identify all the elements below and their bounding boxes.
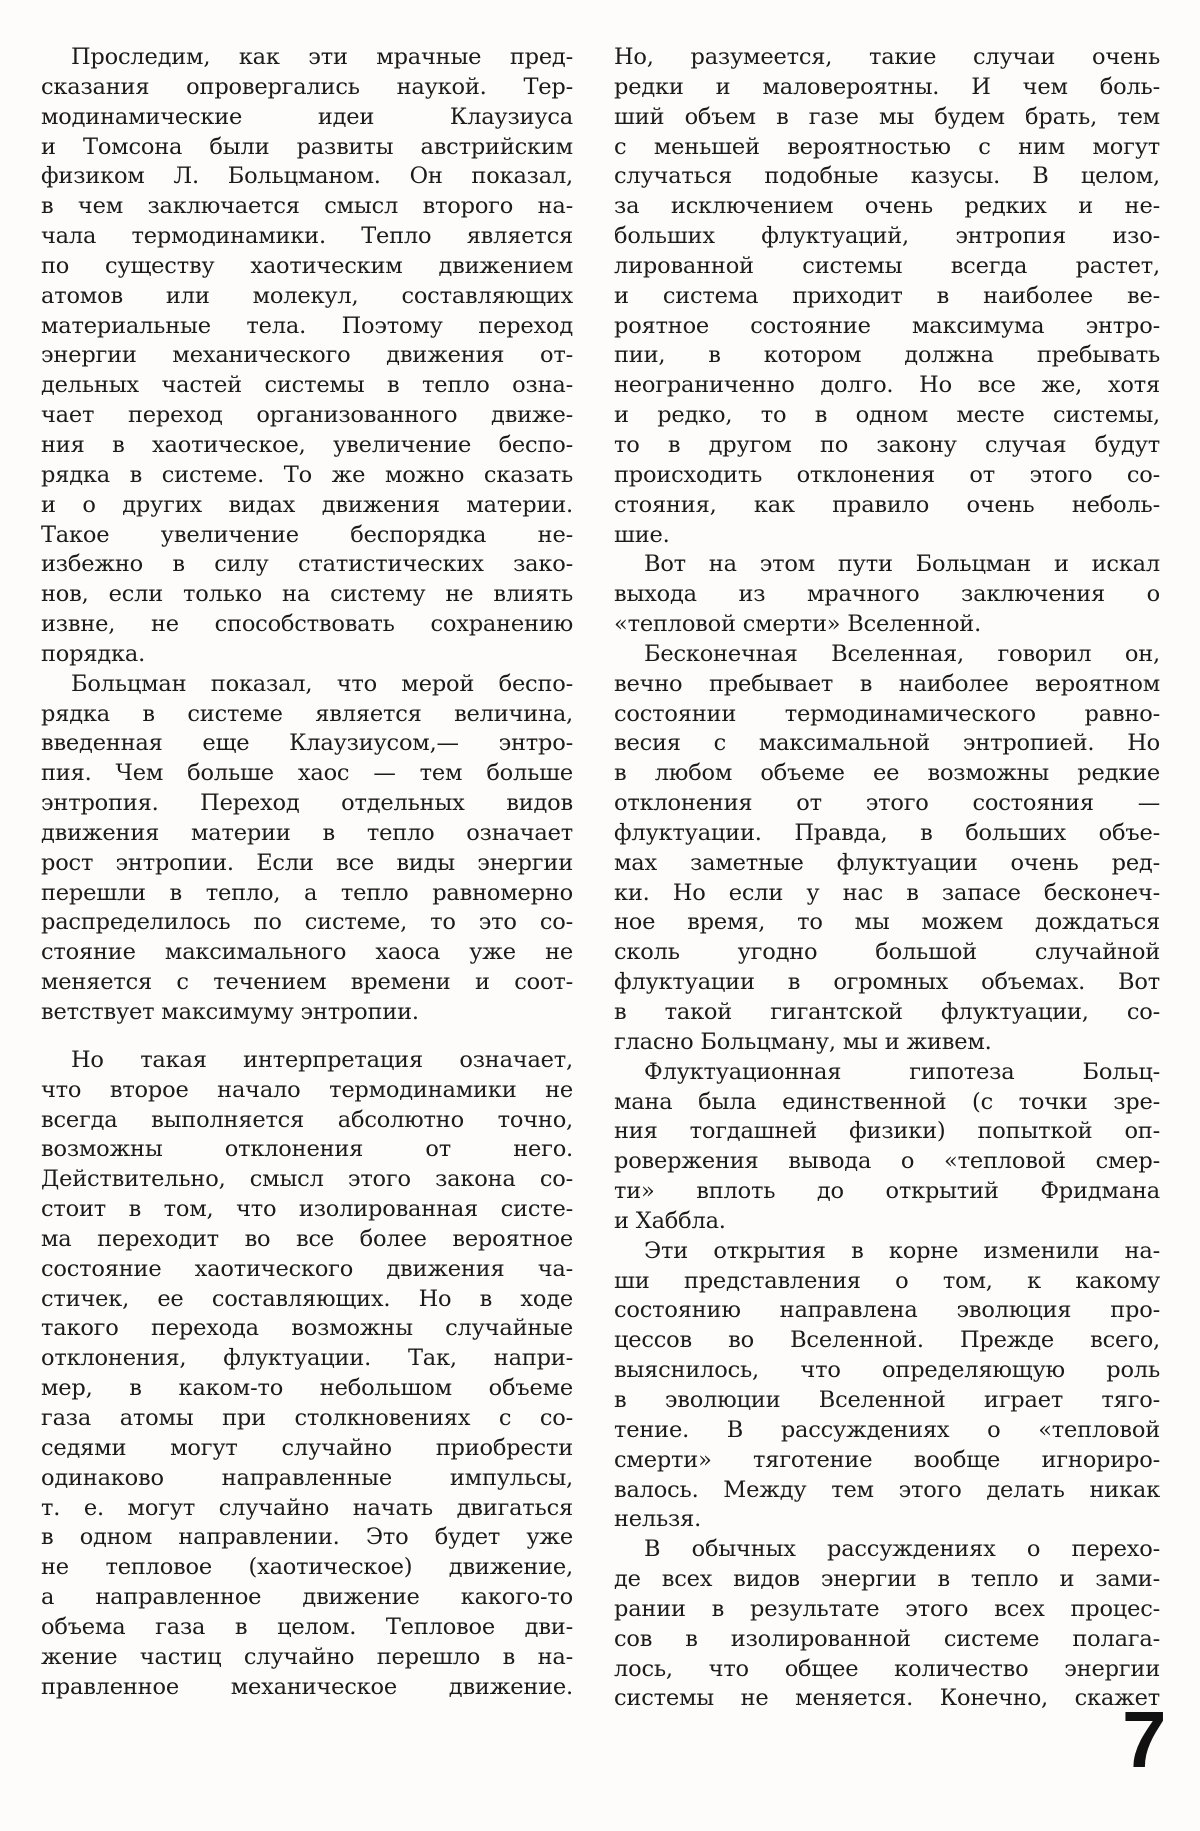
text-line: гласно Больцману, мы и живем. [614, 1028, 992, 1055]
text-line: введенная еще Клаузиусом,— энтро- [41, 730, 573, 757]
text-line: объема газа в целом. Тепловое дви- [41, 1613, 573, 1640]
text-line: порядка. [41, 640, 146, 667]
text-line: роятное состояние максимума энтро- [614, 312, 1160, 339]
text-line: весия с максимальной энтропией. Но [614, 730, 1160, 757]
text-line: «тепловой смерти» Вселенной. [614, 611, 982, 638]
text-line: нельзя. [614, 1506, 702, 1533]
paragraph [614, 1535, 1160, 1714]
text-line: в эволюции Вселенной играет тяго- [614, 1386, 1160, 1413]
paragraph [41, 1046, 573, 1703]
text-line: движения материи в тепло означает [41, 819, 573, 846]
paragraph [614, 43, 1160, 550]
text-line: что второе начало термодинамики не [41, 1076, 573, 1103]
text-line: состояние хаотического движения ча- [41, 1255, 573, 1282]
text-line: жение частиц случайно перешло в на- [41, 1643, 573, 1670]
text-line: ти» вплоть до открытий Фридмана [614, 1178, 1160, 1205]
text-line: В обычных рассуждениях о перехо- [644, 1536, 1160, 1563]
text-column-right [614, 43, 1160, 1714]
text-line: Но такая интерпретация означает, [71, 1046, 573, 1073]
text-line: одинаково направленные импульсы, [41, 1464, 573, 1491]
text-line: в любом объеме ее возможны редкие [614, 760, 1160, 787]
text-line: флуктуации в огромных объемах. Вот [614, 969, 1160, 996]
text-line: случаться подобные казусы. В целом, [614, 163, 1160, 190]
text-line: шие. [614, 521, 670, 548]
text-line: стоит в том, что изолированная систе- [41, 1196, 573, 1223]
text-line: Бесконечная Вселенная, говорил он, [644, 640, 1160, 667]
text-line: неограниченно долго. Но все же, хотя [614, 372, 1160, 399]
text-line: Больцман показал, что мерой беспо- [71, 670, 573, 697]
text-line: ветствует максимуму энтропии. [41, 999, 419, 1025]
paragraph [41, 670, 573, 1028]
text-line: меняется с течением времени и соот- [41, 969, 573, 996]
text-line: материальные тела. Поэтому переход [41, 312, 573, 339]
paragraph [614, 640, 1160, 1058]
text-line: мана была единственной (с точки зре- [614, 1088, 1160, 1115]
text-line: пии, в котором должна пребывать [614, 342, 1160, 369]
text-line: правленное механическое движение. [41, 1673, 573, 1700]
text-line: ния тогдашней физики) попыткой оп- [614, 1118, 1160, 1145]
text-column-left [41, 43, 573, 1702]
text-line: ки. Но если у нас в запасе бесконеч- [614, 879, 1160, 906]
text-line: де всех видов энергии в тепло и зами- [614, 1566, 1160, 1593]
text-line: смерти» тяготение вообще игнориро- [614, 1446, 1160, 1473]
text-line: рост энтропии. Если все виды энергии [41, 849, 573, 876]
text-line: атомов или молекул, составляющих [41, 282, 573, 309]
text-line: Действительно, смысл этого закона со- [41, 1166, 573, 1193]
text-line: ния в хаотическое, увеличение беспо- [41, 431, 573, 458]
text-line: физиком Л. Больцманом. Он показал, [41, 163, 573, 190]
text-line: отклонения, флуктуации. Так, напри- [41, 1345, 573, 1372]
text-line: рядка в системе. То же можно сказать [41, 461, 573, 488]
text-line: цессов во Вселенной. Прежде всего, [614, 1327, 1160, 1354]
text-line: энергии механического движения от- [41, 342, 573, 369]
text-line: извне, не способствовать сохранению [41, 611, 573, 638]
text-line: происходить отклонения от этого со- [614, 461, 1160, 488]
text-line: ное время, то мы можем дождаться [614, 909, 1160, 936]
text-line: с меньшей вероятностью с ним могут [614, 133, 1160, 160]
text-line: Такое увеличение беспорядка не- [41, 521, 573, 548]
text-line: валось. Между тем этого делать никак [614, 1476, 1160, 1503]
text-line: сколь угодно большой случайной [614, 939, 1160, 966]
text-line: стичек, ее составляющих. Но в ходе [41, 1285, 573, 1312]
text-line: чала термодинамики. Тепло является [41, 223, 573, 250]
text-line: тение. В рассуждениях о «тепловой [614, 1416, 1160, 1443]
text-line: больших флуктуаций, энтропия изо- [614, 223, 1160, 250]
text-line: Но, разумеется, такие случаи очень [614, 44, 1160, 70]
text-line: рании в результате этого всех процес- [614, 1595, 1160, 1622]
text-line: чает переход организованного движе- [41, 402, 573, 429]
text-line: в такой гигантской флуктуации, со- [614, 999, 1160, 1025]
text-line: перешли в тепло, а тепло равномерно [41, 879, 573, 906]
text-line: возможны отклонения от него. [41, 1136, 573, 1163]
text-line: и Хаббла. [614, 1207, 726, 1234]
text-line: и Томсона были развиты австрийским [41, 133, 573, 160]
text-line: системы не меняется. Конечно, скажет [614, 1685, 1160, 1712]
text-line: газа атомы при столкновениях с со- [41, 1404, 573, 1431]
text-line: стояния, как правило очень неболь- [614, 491, 1160, 518]
text-line: Флуктуационная гипотеза Больц- [644, 1058, 1160, 1085]
text-line: и редко, то в одном месте системы, [614, 402, 1160, 429]
text-line: Вот на этом пути Больцман и искал [644, 551, 1160, 578]
text-line: модинамические идеи Клаузиуса [41, 103, 573, 130]
text-line: не тепловое (хаотическое) движение, [41, 1554, 573, 1581]
text-line: вечно пребывает в наиболее вероятном [614, 670, 1160, 697]
text-line: за исключением очень редких и не- [614, 193, 1160, 220]
text-line: выхода из мрачного заключения о [614, 581, 1160, 608]
text-line: мер, в каком-то небольшом объеме [41, 1375, 573, 1402]
text-line: ший объем в газе мы будем брать, тем [614, 103, 1160, 130]
text-line: то в другом по закону случая будут [614, 431, 1160, 458]
paragraph [614, 550, 1160, 640]
text-line: стояние максимального хаоса уже не [41, 939, 573, 966]
page-number: 7 [1122, 1695, 1167, 1784]
paragraph [614, 1058, 1160, 1237]
text-line: такого перехода возможны случайные [41, 1315, 573, 1342]
text-line: пия. Чем больше хаос — тем больше [41, 760, 573, 787]
text-line: ровержения вывода о «тепловой смер- [614, 1148, 1160, 1175]
text-line: энтропия. Переход отдельных видов [41, 790, 573, 817]
text-line: седями могут случайно приобрести [41, 1434, 573, 1461]
text-line: а направленное движение какого-то [41, 1584, 573, 1611]
text-line: лированной системы всегда растет, [614, 252, 1160, 279]
text-line: состоянию направлена эволюция про- [614, 1297, 1160, 1324]
text-line: сов в изолированной системе полага- [614, 1625, 1160, 1652]
text-line: лось, что общее количество энергии [614, 1655, 1160, 1682]
text-line: мах заметные флуктуации очень ред- [614, 849, 1160, 876]
text-line: по существу хаотическим движением [41, 252, 573, 279]
text-line: отклонения от этого состояния — [614, 790, 1160, 817]
paragraph [614, 1237, 1160, 1535]
text-line: и система приходит в наиболее ве- [614, 282, 1160, 309]
text-line: Проследим, как эти мрачные пред- [71, 44, 573, 70]
text-line: нов, если только на систему не влиять [41, 581, 573, 608]
text-line: выяснилось, что определяющую роль [614, 1357, 1160, 1384]
text-line: в одном направлении. Это будет уже [41, 1524, 573, 1551]
text-line: и о других видах движения материи. [41, 491, 573, 518]
text-line: всегда выполняется абсолютно точно, [41, 1106, 573, 1133]
text-line: редки и маловероятны. И чем боль- [614, 73, 1160, 100]
text-line: рядка в системе является величина, [41, 700, 573, 727]
paragraph [41, 43, 573, 670]
text-line: состоянии термодинамического равно- [614, 700, 1160, 727]
text-line: сказания опровергались наукой. Тер- [41, 73, 573, 100]
text-line: в чем заключается смысл второго на- [41, 193, 573, 220]
text-line: дельных частей системы в тепло озна- [41, 372, 573, 399]
text-line: т. е. могут случайно начать двигаться [41, 1494, 573, 1521]
text-line: избежно в силу статистических зако- [41, 551, 573, 578]
text-line: ши представления о том, к какому [614, 1267, 1160, 1294]
text-line: флуктуации. Правда, в больших объе- [614, 819, 1160, 846]
text-line: ма переходит во все более вероятное [41, 1225, 573, 1252]
text-line: распределилось по системе, то это со- [41, 909, 573, 936]
text-line: Эти открытия в корне изменили на- [644, 1237, 1160, 1264]
